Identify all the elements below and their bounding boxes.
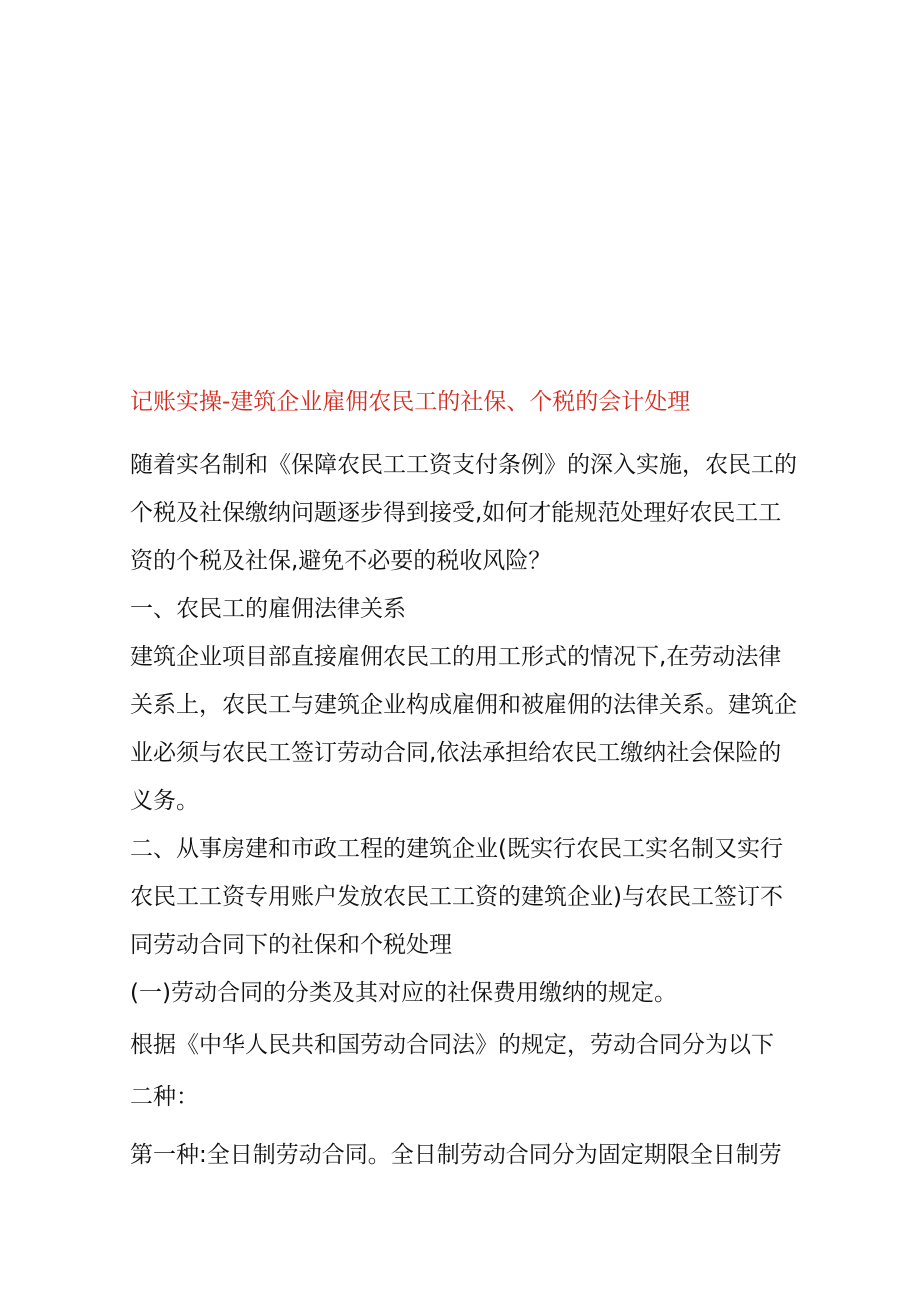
section-heading: 同劳动合同下的社保和个税处理 bbox=[130, 932, 452, 958]
paragraph-line: 随着实名制和《保障农民工工资支付条例》的深入实施，农民工的 bbox=[130, 452, 797, 478]
paragraph-line: 关系上，农民工与建筑企业构成雇佣和被雇佣的法律关系。建筑企 bbox=[130, 692, 797, 718]
subsection-heading: (一)劳动合同的分类及其对应的社保费用缴纳的规定。 bbox=[130, 980, 677, 1006]
document-title: 记账实操-建筑企业雇佣农民工的社保、个税的会计处理 bbox=[130, 389, 691, 415]
paragraph-line: 建筑企业项目部直接雇佣农民工的用工形式的情况下,在劳动法律 bbox=[130, 644, 782, 670]
section-heading: 农民工工资专用账户发放农民工工资的建筑企业)与农民工签订不 bbox=[130, 884, 783, 910]
section-heading: 一、农民工的雇佣法律关系 bbox=[130, 596, 406, 622]
paragraph-line: 业必须与农民工签订劳动合同,依法承担给农民工缴纳社会保险的 bbox=[130, 740, 782, 766]
paragraph-line: 个税及社保缴纳问题逐步得到接受,如何才能规范处理好农民工工 bbox=[130, 500, 782, 526]
paragraph-line: 根据《中华人民共和国劳动合同法》的规定，劳动合同分为以下 bbox=[130, 1032, 774, 1058]
paragraph-line: 资的个税及社保,避免不必要的税收风险？ bbox=[130, 548, 552, 574]
paragraph-line: 第一种:全日制劳动合同。全日制劳动合同分为固定期限全日制劳 bbox=[130, 1142, 782, 1168]
paragraph-line: 义务。 bbox=[130, 788, 199, 814]
section-heading: 二、从事房建和市政工程的建筑企业(既实行农民工实名制又实行 bbox=[130, 836, 783, 862]
paragraph-line: 二种： bbox=[130, 1084, 199, 1110]
